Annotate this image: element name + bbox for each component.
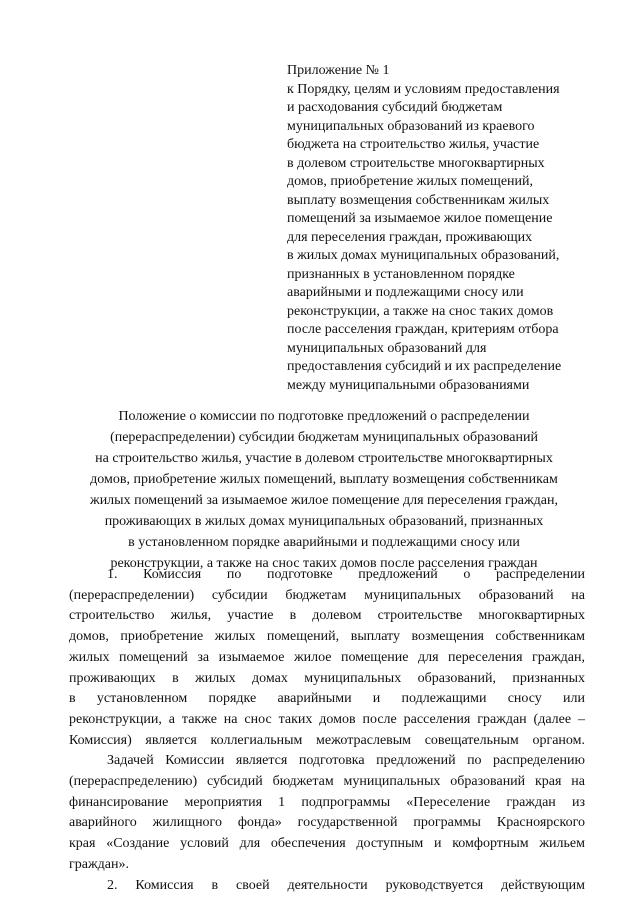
paragraph-1-line: аварийного жилищного фонда» государственной программы Красноярского [69,815,585,831]
paragraph-1-line: (перераспределению) субсидий бюджетам муниципальных образований края на [69,774,585,790]
paragraph-1-line: жилых помещений за изымаемое жилое помещение для переселения граждан, [69,649,585,665]
appendix-title: Приложение № 1 [287,63,390,78]
appendix-line: аварийными и подлежащими сносу или [287,285,524,300]
appendix-line: в жилых домах муниципальных образований, [287,248,560,263]
heading-line: проживающих в жилых домах муниципальных образований, признанных [104,514,544,529]
appendix-line: муниципальных образований для [287,340,487,356]
appendix-line: предоставления субсидий и их распределение [287,359,562,374]
appendix-line: после расселения граждан, критериям отбора [287,322,559,337]
paragraph-1-line: края «Создание условий для обеспечения доступным и комфортным жильем [69,836,585,852]
paragraph-1-line: в установленном порядке аварийными и подлежащими сносу или [69,691,585,707]
paragraph-1-line: реконструкции, а также на снос таких домов после расселения граждан (далее – [69,711,585,727]
appendix-line: в долевом строительстве многоквартирных [287,155,545,171]
appendix-line: и расходования субсидий бюджетам [287,100,503,115]
appendix-line: домов, приобретение жилых помещений, [287,174,534,189]
paragraph-1-line: (перераспределении) субсидии бюджетам муниципальных образований на [69,587,585,603]
appendix-line: помещений за изымаемое жилое помещение [287,211,553,226]
paragraph-1-line: граждан». [69,856,129,872]
appendix-line: признанных в установленном порядке [287,266,515,282]
appendix-line: муниципальных образований из краевого [287,118,535,134]
appendix-line: между муниципальными образованиями [287,377,530,393]
appendix-line: выплату возмещения собственникам жилых [287,192,550,208]
paragraph-1-line: 1. Комиссия по подготовке предложений о распределении [107,567,585,582]
heading-line: (перераспределении) субсидии бюджетам муниципальных образований [110,430,538,445]
paragraph-1-line: Задачей Комиссии является подготовка предложений по распределению [107,753,585,769]
paragraph-1-line: проживающих в жилых домах муниципальных образований, признанных [69,670,585,686]
appendix-line: бюджета на строительство жилья, участие [287,137,540,152]
document-heading [60,406,588,574]
heading-line: жилых помещений за изымаемое жилое помещение для переселения граждан, [90,493,558,508]
paragraph-1-line: Комиссия) является коллегиальным межотраслевым совещательным органом. [69,732,585,748]
paragraph-1-line: строительство жилья, участие в долевом строительстве многоквартирных [69,608,585,624]
heading-line: на строительство жилья, участие в долевом строительстве многоквартирных [95,451,553,466]
document-body [69,565,585,896]
paragraph-1-line: финансирование мероприятия 1 подпрограммы «Переселение граждан из [69,794,585,810]
paragraph-2-line: 2. Комиссия в своей деятельности руководствуется действующим [107,877,585,893]
heading-line: в установленном порядке аварийными и подлежащими сносу или [128,535,520,550]
appendix-caption [287,62,607,395]
appendix-line: для переселения граждан, проживающих [287,229,533,245]
appendix-line: к Порядку, целям и условиям предоставления [287,81,560,97]
appendix-line: реконструкции, а также на снос таких домов [287,303,554,319]
heading-line: реконструкции, а также на снос таких домов после расселения граждан [110,556,538,571]
heading-line: Положение о комиссии по подготовке предложений о распределении [118,409,530,424]
paragraph-1-line: домов, приобретение жилых помещений, выплату возмещения собственникам [69,629,585,645]
heading-line: домов, приобретение жилых помещений, выплату возмещения собственникам [90,472,558,487]
